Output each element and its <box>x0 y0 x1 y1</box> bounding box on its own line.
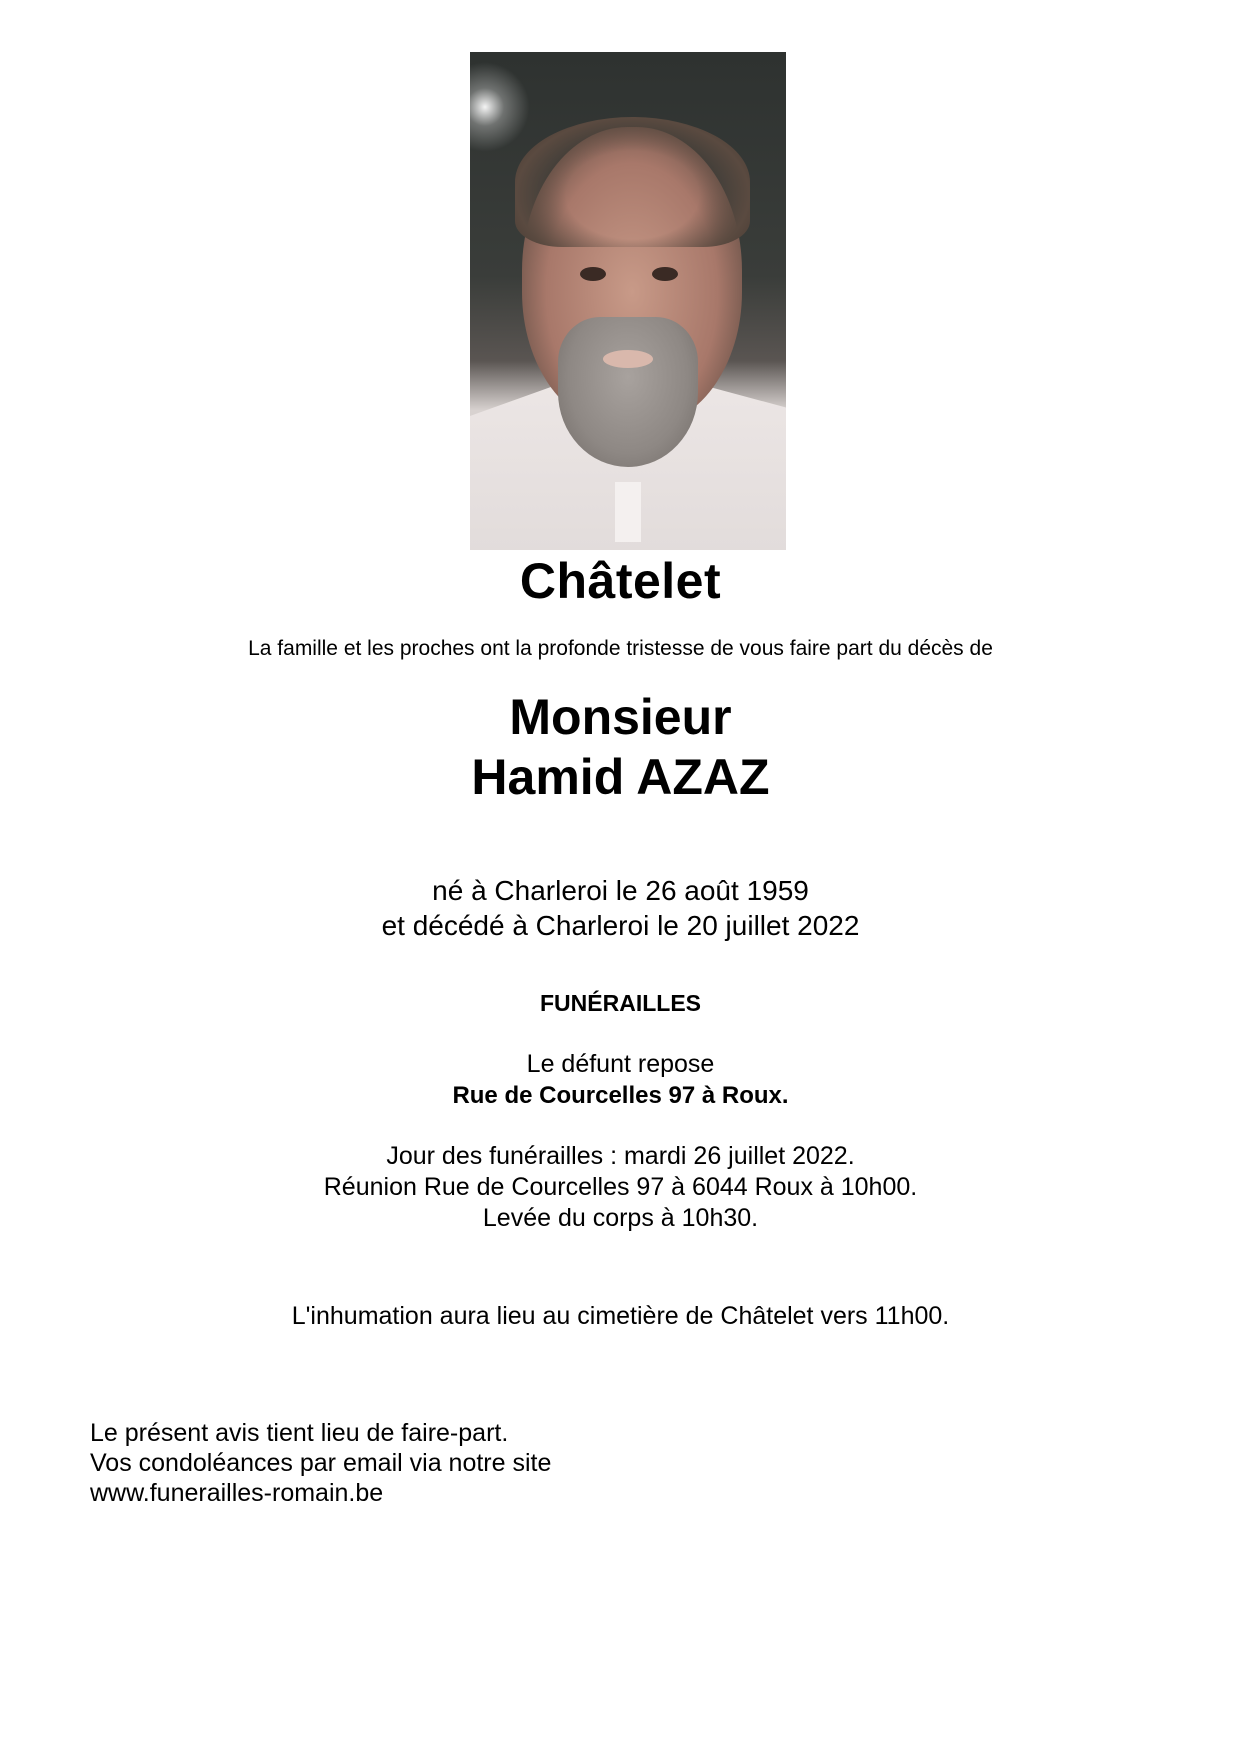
photo-eye-left <box>580 267 606 281</box>
funeral-heading: FUNÉRAILLES <box>540 990 701 1016</box>
footer-notice: Le présent avis tient lieu de faire-part. <box>90 1419 509 1447</box>
photo-hair <box>515 117 750 247</box>
announcement-intro: La famille et les proches ont la profonde tristesse de vous faire part du décès de <box>248 637 993 660</box>
photo-mouth <box>603 350 653 368</box>
footer-condolences: Vos condoléances par email via notre site <box>90 1449 552 1477</box>
location-title: Châtelet <box>519 553 722 609</box>
portrait-photo <box>470 52 786 550</box>
photo-beard <box>558 317 698 467</box>
repose-address: Rue de Courcelles 97 à Roux. <box>452 1082 789 1109</box>
light-flare <box>470 62 530 152</box>
death-info: et décédé à Charleroi le 20 juillet 2022 <box>381 910 860 941</box>
footer-website-link[interactable]: www.funerailles-romain.be <box>90 1479 384 1507</box>
funeral-day: Jour des funérailles : mardi 26 juillet 2022. <box>386 1142 855 1170</box>
repose-label: Le défunt repose <box>526 1050 715 1078</box>
birth-info: né à Charleroi le 26 août 1959 <box>432 875 809 906</box>
burial-info: L'inhumation aura lieu au cimetière de Châtelet vers 11h00. <box>291 1302 950 1330</box>
levee-info: Levée du corps à 10h30. <box>482 1204 759 1232</box>
deceased-name: Hamid AZAZ <box>471 749 770 805</box>
photo-collar <box>615 482 641 542</box>
meeting-info: Réunion Rue de Courcelles 97 à 6044 Roux à 10h00. <box>323 1173 918 1201</box>
salutation: Monsieur <box>509 689 732 745</box>
photo-eye-right <box>652 267 678 281</box>
